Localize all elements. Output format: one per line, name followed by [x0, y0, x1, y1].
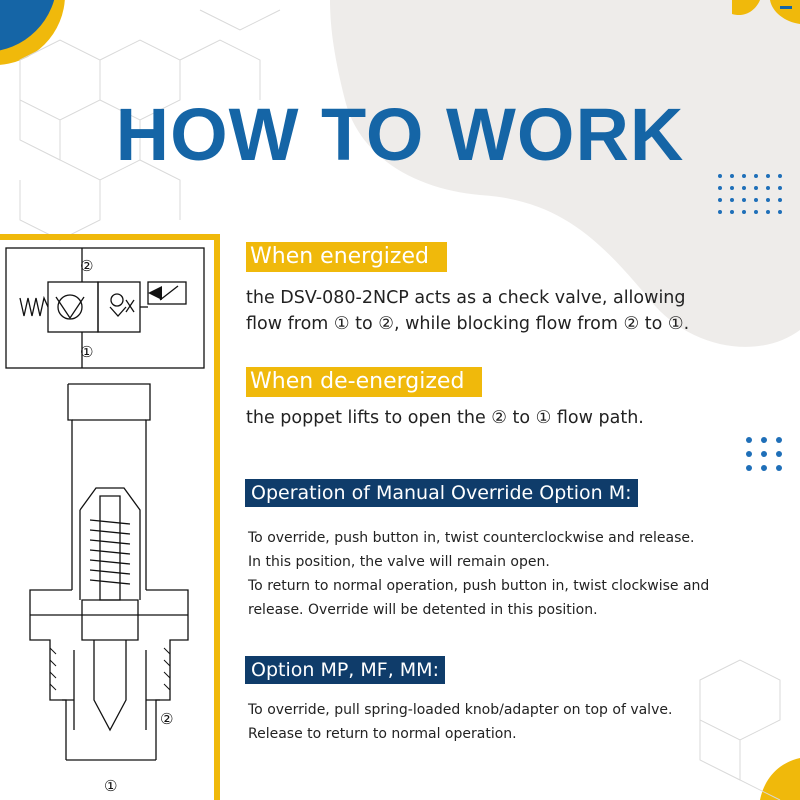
energized-heading: When energized: [246, 242, 447, 272]
override-mp-heading: Option MP, MF, MM:: [245, 656, 445, 684]
override-m-text: [248, 526, 709, 622]
override-m-line: In this position, the valve will remain open.: [248, 554, 550, 570]
override-m-line: To return to normal operation, push button in, twist clockwise and: [248, 578, 710, 594]
deenergized-line-1: the poppet lifts to open the ② to ① flow path.: [246, 408, 644, 428]
hydraulic-symbol: [6, 248, 204, 368]
port-1-label-bottom: ①: [104, 777, 118, 795]
override-mp-line: To override, pull spring-loaded knob/adapter on top of valve.: [248, 702, 673, 718]
port-2-label-side: ②: [160, 710, 174, 728]
valve-diagram: [0, 0, 230, 800]
port-1-label-symbol: ①: [80, 343, 94, 361]
override-m-line: release. Override will be detented in this position.: [248, 602, 598, 618]
override-mp-text: [248, 698, 672, 746]
deenergized-text: [246, 405, 644, 431]
port-2-label-top: ②: [80, 257, 94, 275]
override-mp-line: Release to return to normal operation.: [248, 726, 517, 742]
override-m-heading: Operation of Manual Override Option M:: [245, 479, 638, 507]
energized-line-1: the DSV-080-2NCP acts as a check valve, allowing: [246, 288, 686, 308]
thread-marks: [50, 648, 170, 690]
override-m-line: To override, push button in, twist counterclockwise and release.: [248, 530, 695, 546]
energized-line-2: flow from ① to ②, while blocking flow from ② to ①.: [246, 314, 690, 334]
valve-cross-section: [30, 384, 188, 760]
energized-text: [246, 285, 689, 337]
deenergized-heading: When de-energized: [246, 367, 482, 397]
page-title: HOW TO WORK: [115, 93, 685, 176]
